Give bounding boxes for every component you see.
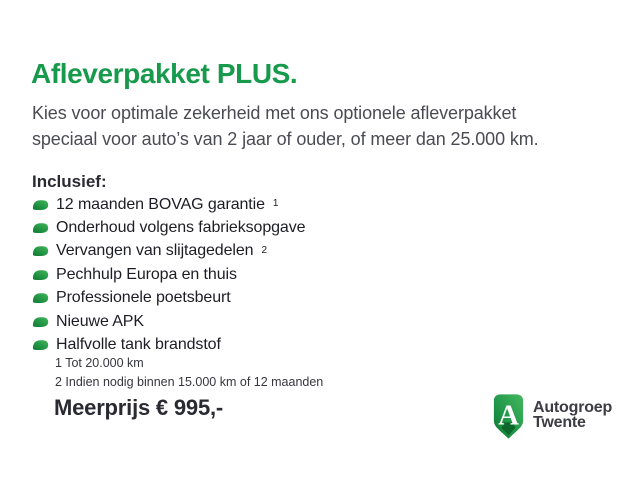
leaf-bullet-icon	[32, 316, 49, 328]
footnote-2: 2 Indien nodig binnen 15.000 km of 12 maanden	[55, 374, 324, 389]
logo-name	[533, 400, 612, 441]
includes-list	[32, 193, 313, 357]
autogroep-twente-logo	[491, 392, 612, 441]
intro-line-1: Kies voor optimale zekerheid met ons optionele afleverpakket	[32, 103, 517, 123]
list-item	[32, 310, 313, 333]
list-item	[32, 240, 313, 263]
intro-line-2: speciaal voor auto’s van 2 jaar of ouder, of meer dan 25.000 km.	[32, 129, 539, 149]
footnote-ref: 1	[272, 198, 279, 210]
leaf-bullet-icon	[32, 339, 49, 351]
leaf-bullet-icon	[32, 269, 49, 281]
leaf-bullet-icon	[32, 222, 49, 234]
list-item	[32, 216, 313, 239]
list-item-label: 12 maanden BOVAG garantie	[56, 195, 265, 213]
list-item-label: Nieuwe APK	[56, 312, 144, 330]
list-item-label: Vervangen van slijtagedelen	[56, 242, 254, 260]
footnote-ref: 2	[261, 244, 268, 256]
list-item-label: Onderhoud volgens fabrieksopgave	[56, 219, 306, 237]
list-item	[32, 263, 313, 286]
leaf-bullet-icon	[32, 199, 49, 211]
leaf-bullet-icon	[32, 292, 49, 304]
shield-logo-icon	[491, 392, 526, 441]
leaf-bullet-icon	[32, 245, 49, 257]
logo-name-line2: Twente	[533, 414, 586, 431]
page-title: Afleverpakket PLUS.	[31, 58, 298, 89]
logo-monogram: A	[498, 399, 519, 432]
logo-name-line1: Autogroep	[533, 399, 613, 416]
intro-text	[32, 100, 539, 152]
list-item-label: Halfvolle tank brandstof	[56, 336, 221, 354]
includes-heading: Inclusief:	[32, 172, 107, 191]
footnotes	[55, 354, 323, 391]
price-text: Meerprijs € 995,-	[54, 395, 224, 420]
list-item-label: Professionele poetsbeurt	[56, 289, 231, 307]
list-item-label: Pechhulp Europa en thuis	[56, 265, 237, 283]
footnote-1: 1 Tot 20.000 km	[55, 356, 144, 370]
list-item	[32, 287, 313, 310]
list-item	[32, 193, 313, 216]
